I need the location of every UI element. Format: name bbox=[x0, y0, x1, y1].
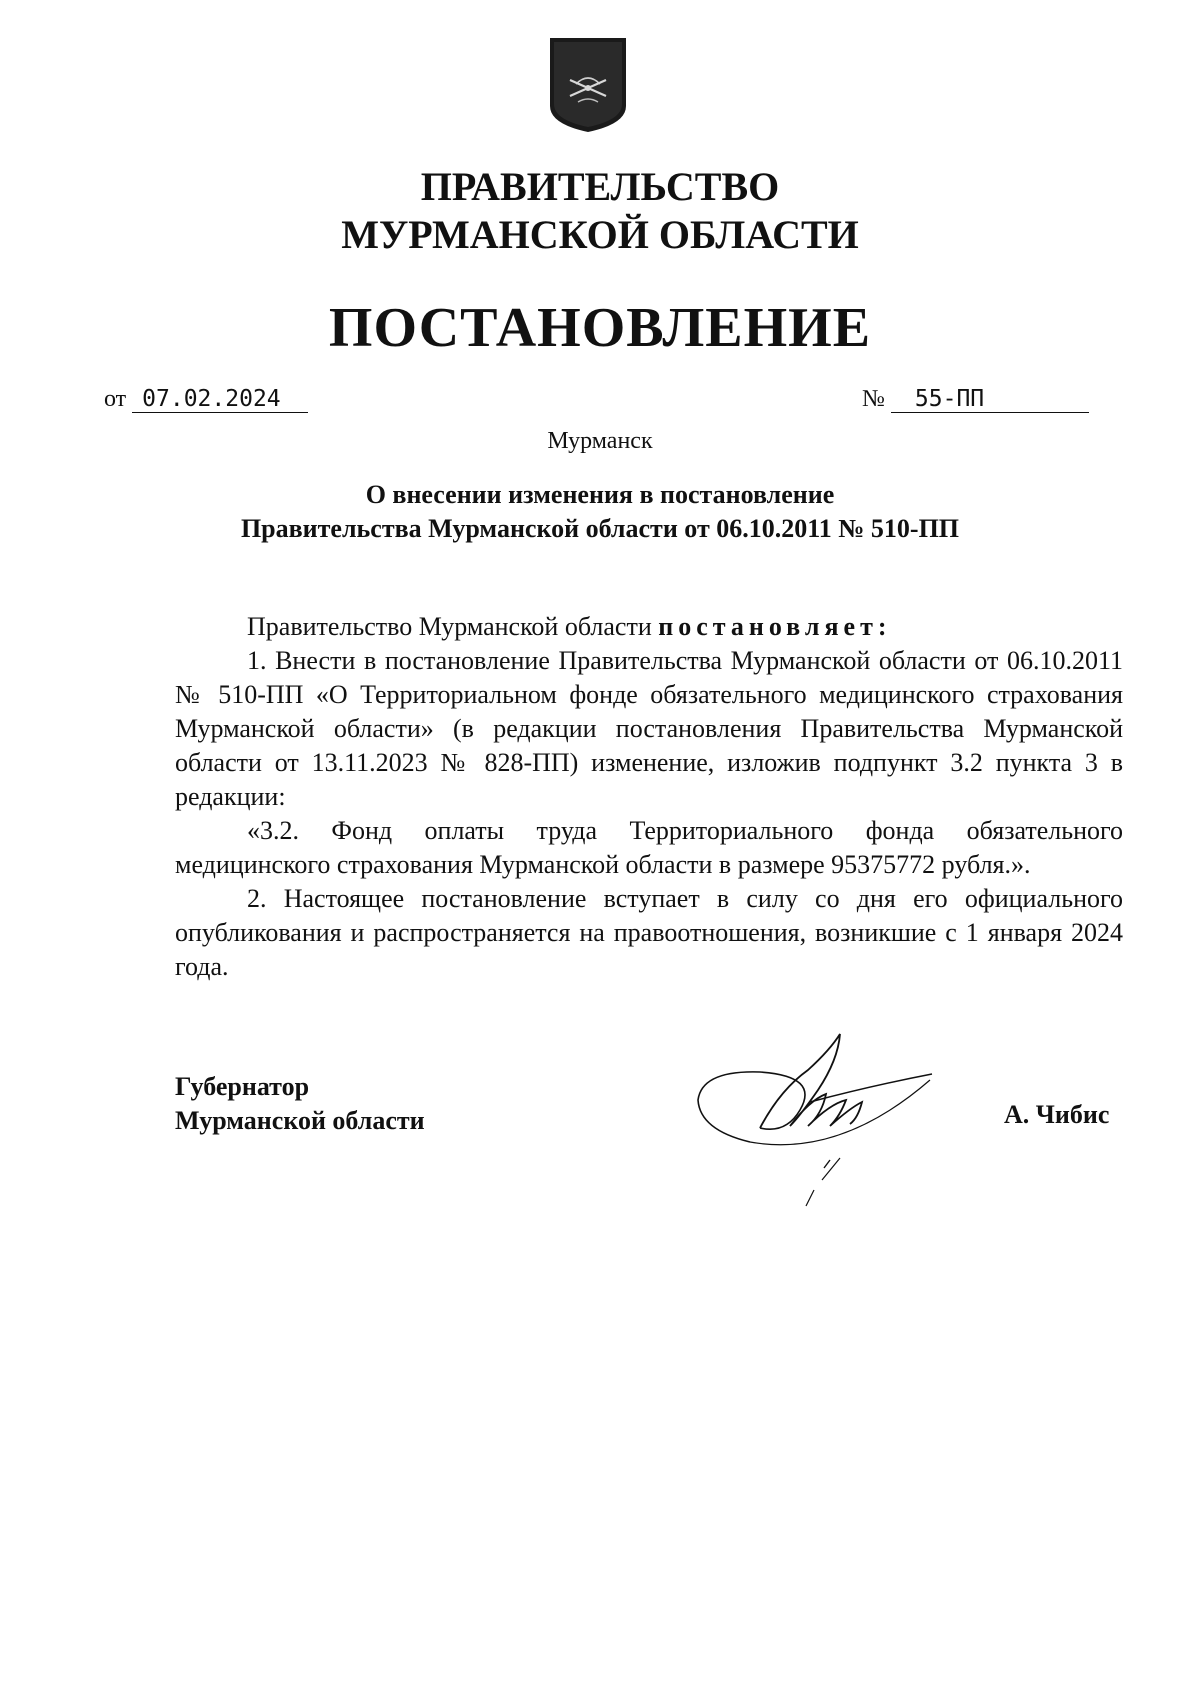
number-value: 55-ПП bbox=[891, 386, 1089, 413]
signer-position bbox=[175, 1070, 425, 1138]
org-title-line2: МУРМАНСКОЙ ОБЛАСТИ bbox=[341, 212, 859, 257]
intro-paragraph bbox=[175, 610, 1123, 644]
handwritten-signature-icon bbox=[690, 1030, 960, 1240]
intro-text: Правительство Мурманской области bbox=[247, 612, 652, 641]
document-type-title: ПОСТАНОВЛЕНИЕ bbox=[328, 297, 872, 359]
subject-line2: Правительства Мурманской области от 06.10.2011 № 510-ПП bbox=[240, 514, 960, 543]
signer-position-line1: Губернатор bbox=[175, 1072, 310, 1101]
paragraph-quote: «3.2. Фонд оплаты труда Территориального фонда обязательного медицинского страхования Мурманской области в размере 95375772 рубля.». bbox=[175, 816, 1123, 879]
signer-name: А. Чибис bbox=[1004, 1100, 1110, 1129]
paragraph-2: 2. Настоящее постановление вступает в силу со дня его официального опубликования и распространяется на правоотношения, возникшие с 1 января 2024 года. bbox=[175, 884, 1123, 981]
date-value: 07.02.2024 bbox=[132, 386, 308, 413]
number-label: № bbox=[862, 386, 885, 412]
intro-action: постановляет: bbox=[658, 612, 892, 641]
date-label: от bbox=[104, 386, 127, 412]
signer-position-line2: Мурманской области bbox=[175, 1106, 425, 1135]
document-body bbox=[175, 610, 1123, 984]
coat-of-arms-icon bbox=[548, 36, 628, 134]
city-name: Мурманск bbox=[547, 428, 653, 454]
date-field bbox=[104, 386, 308, 413]
paragraph-1: 1. Внести в постановление Правительства Мурманской области от 06.10.2011 № 510-ПП «О Территориальном фонде обязательного медицинского страхования Мурманской области» (в редакции постановления Правительства Мурманской области от 13.11.2023 № 828-ПП) изменение, изложив подпункт 3.2 пункта 3 в редакции: bbox=[175, 646, 1123, 811]
number-field bbox=[862, 386, 1089, 413]
org-title-line1: ПРАВИТЕЛЬСТВО bbox=[420, 164, 780, 209]
subject-line1: О внесении изменения в постановление bbox=[365, 480, 835, 509]
